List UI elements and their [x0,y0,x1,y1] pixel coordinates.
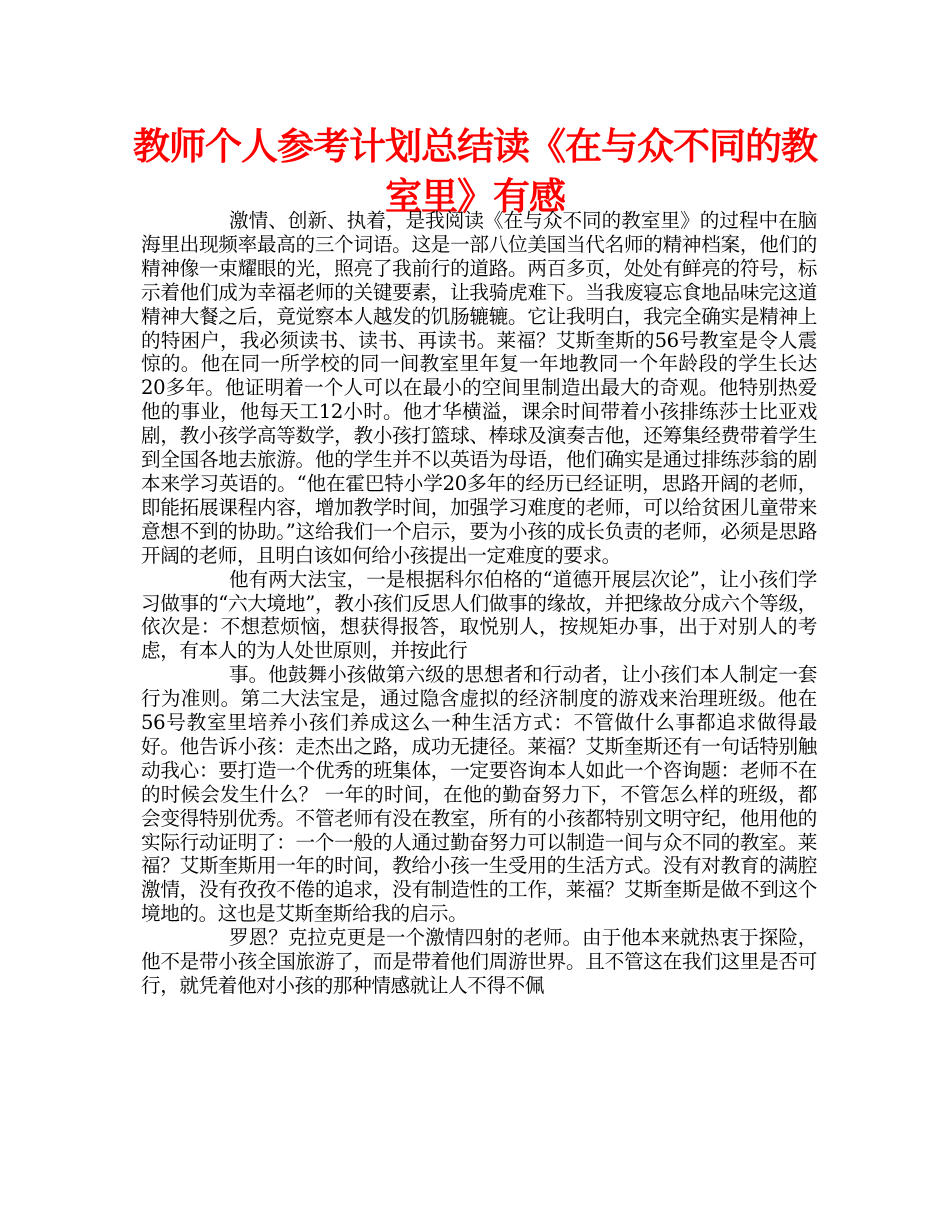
paragraph: 罗恩？克拉克更是一个激情四射的老师。由于他本来就热衷于探险，他不是带小孩全国旅游了，而是带着他们周游世界。且不管这在我们这里是否可行，就凭着他对小孩的那种情感就让人不得不佩 [141,926,817,997]
paragraph: 激情、创新、执着，是我阅读《在与众不同的教室里》的过程中在脑海里出现频率最高的三个词语。这是一部八位美国当代名师的精神档案，他们的精神像一束耀眼的光，照亮了我前行的道路。两百多页，处处有鲜亮的符号，标示着他们成为幸福老师的关键要素，让我骑虎难下。当我废寝忘食地品味完这道精神大餐之后，竟觉察本人越发的饥肠辘辘。它让我明白，我完全确实是精神上的特困户，我必须读书、读书、再读书。莱福？艾斯奎斯的56号教室是令人震惊的。他在同一所学校的同一间教室里年复一年地教同一个年龄段的学生长达20多年。他证明着一个人可以在最小的空间里制造出最大的奇观。他特别热爱他的事业，他每天工12小时。他才华横溢，课余时间带着小孩排练莎士比亚戏剧，教小孩学高等数学，教小孩打篮球、棒球及演奏吉他，还筹集经费带着学生到全国各地去旅游。他的学生并不以英语为母语，他们确实是通过排练莎翁的剧本来学习英语的。“他在霍巴特小学20多年的经历已经证明，思路开阔的老师，即能拓展课程内容，增加教学时间，加强学习难度的老师，可以给贫困儿童带来意想不到的协助。”这给我们一个启示，要为小孩的成长负责的老师，必须是思路开阔的老师，且明白该如何给小孩提出一定难度的要求。 [141,209,817,567]
document-body [141,209,817,998]
paragraph: 他有两大法宝，一是根据科尔伯格的“道德开展层次论”，让小孩们学习做事的“六大境地”，教小孩们反思人们做事的缘故，并把缘故分成六个等级，依次是：不想惹烦恼，想获得报答，取悦别人，按规矩办事，出于对别人的考虑，有本人的为人处世原则，并按此行 [141,567,817,663]
paragraph: 事。他鼓舞小孩做第六级的思想者和行动者，让小孩们本人制定一套行为准则。第二大法宝是，通过隐含虚拟的经济制度的游戏来治理班级。他在56号教室里培养小孩们养成这么一种生活方式：不管做什么事都追求做得最好。他告诉小孩：走杰出之路，成功无捷径。莱福？艾斯奎斯还有一句话特别触动我心：要打造一个优秀的班集体，一定要咨询本人如此一个咨询题：老师不在的时候会发生什么？ 一年的时间，在他的勤奋努力下，不管怎么样的班级，都会变得特别优秀。不管老师有没在教室，所有的小孩都特别文明守纪，他用他的实际行动证明了：一个一般的人通过勤奋努力可以制造一间与众不同的教室。莱福？艾斯奎斯用一年的时间，教给小孩一生受用的生活方式。没有对教育的满腔激情，没有孜孜不倦的追求，没有制造性的工作，莱福？艾斯奎斯是做不到这个境地的。这也是艾斯奎斯给我的启示。 [141,663,817,926]
document-title: 教师个人参考计划总结读《在与众不同的教室里》有感 [133,125,817,218]
